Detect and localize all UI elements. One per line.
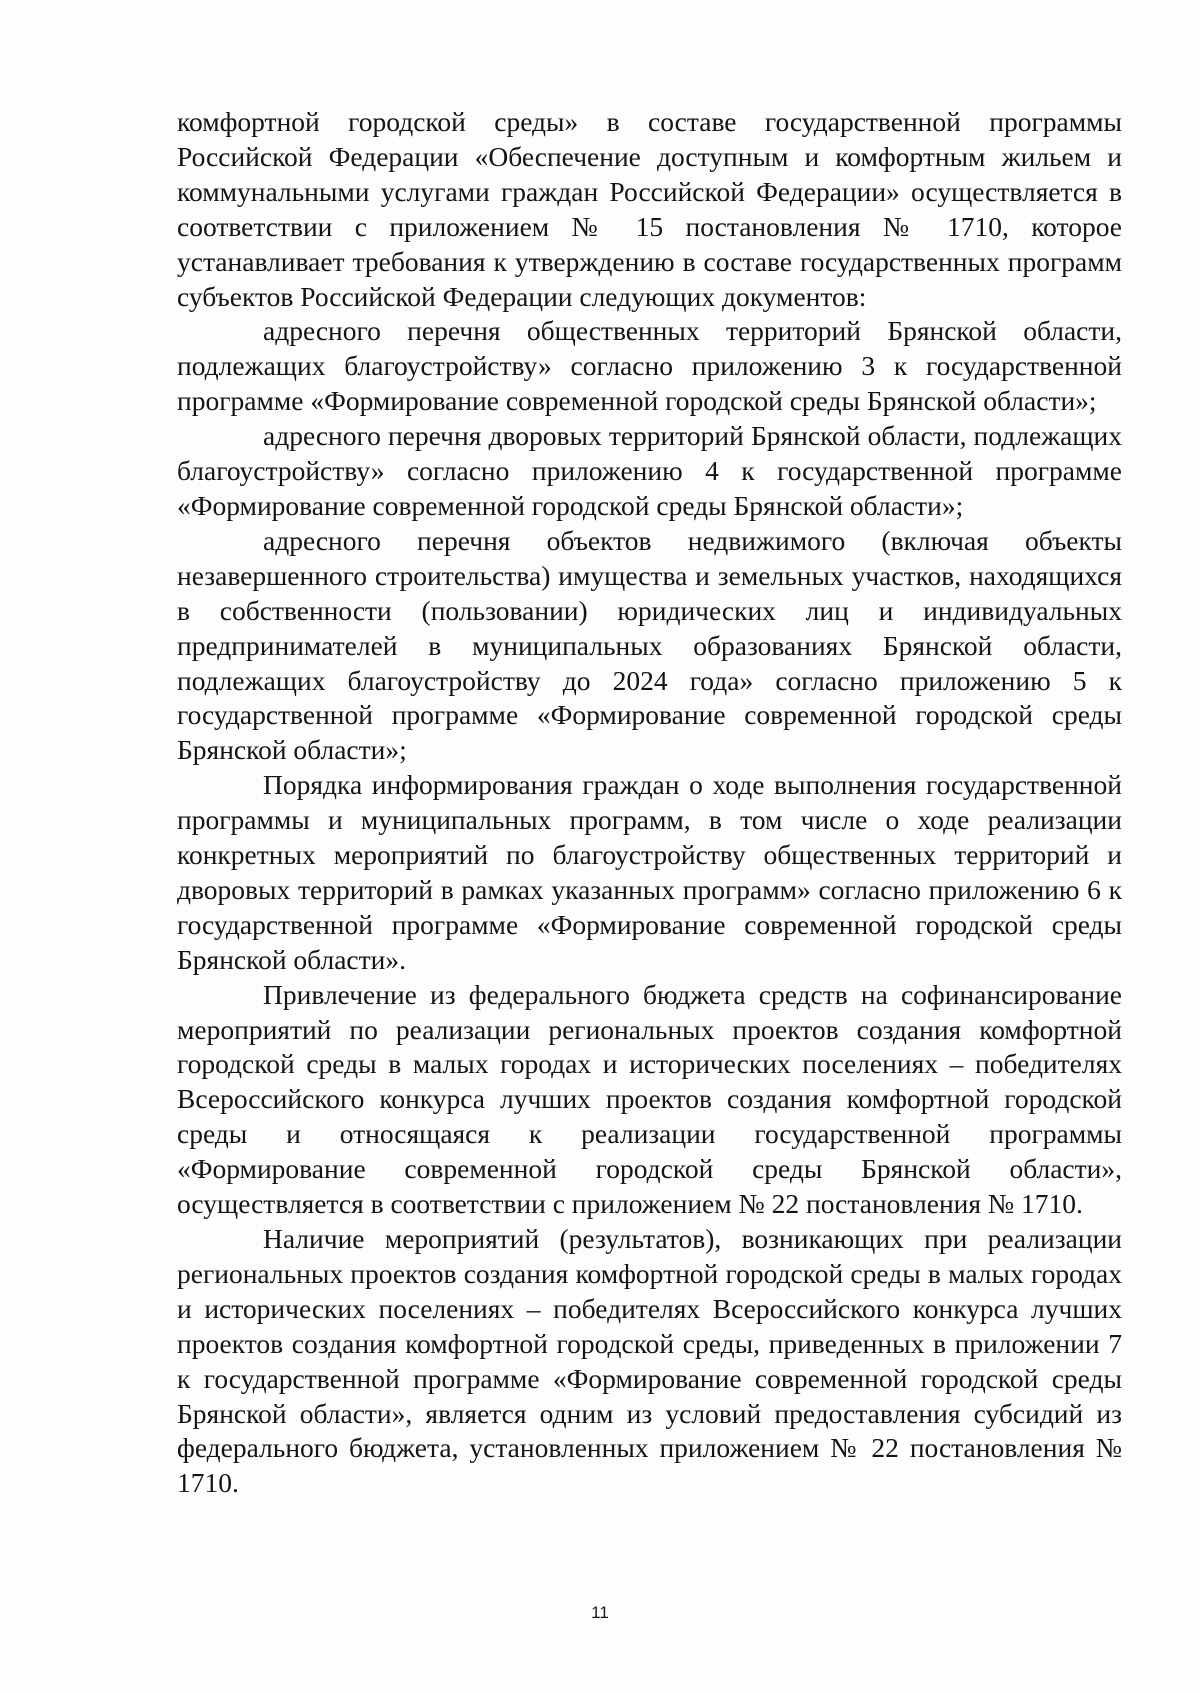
paragraph-yard-territories: адресного перечня дворовых территорий Брянской области, подлежащих благоустройству» согласно приложению 4 к государственной программе «Формирование современной городской среды Брянской области»; [177, 420, 1122, 521]
paragraph-subsidy-conditions: Наличие мероприятий (результатов), возникающих при реализации региональных проектов создания комфортной городской среды в малых городах и исторических поселениях – победителях Всероссийского конкурса лучших проектов создания комфортной городской среды, приведенных в приложении 7 к государственной программе «Формирование современной городской среды Брянской области», является одним из условий предоставления субсидий из федерального бюджета, установленных приложением № 22 постановления № 1710. [177, 1223, 1122, 1499]
paragraph-real-estate: адресного перечня объектов недвижимого (включая объекты незавершенного строительства) имущества и земельных участков, находящихся в собственности (пользовании) юридических лиц и индивидуальных предпринимателей в муниципальных образованиях Брянской области, подлежащих благоустройству до 2024 года» согласно приложению 5 к государственной программе «Формирование современной городской среды Брянской области»; [177, 524, 1122, 766]
page-number: 11 [591, 1603, 609, 1622]
paragraph-informing-procedure: Порядка информирования граждан о ходе выполнения государственной программы и муниципальных программ, в том числе о ходе реализации конкретных мероприятий по благоустройству общественных территорий и дворовых территорий в рамках указанных программ» согласно приложению 6 к государственной программе «Формирование современной городской среды Брянской области». [177, 769, 1122, 975]
paragraph-continuation: комфортной городской среды» в составе государственной программы Российской Федерации «Обеспечение доступным и комфортным жильем и коммунальными услугами граждан Российской Федерации» осуществляется в соответствии с приложением № 15 постановления № 1710, которое устанавливает требования к утверждению в составе государственных программ субъектов Российской Федерации следующих документов: [177, 106, 1122, 312]
paragraph-federal-funding: Привлечение из федерального бюджета средств на софинансирование мероприятий по реализации региональных проектов создания комфортной городской среды в малых городах и исторических поселениях – победителях Всероссийского конкурса лучших проектов создания комфортной городской среды и относящаяся к реализации государственной программы «Формирование современной городской среды Брянской области», осуществляется в соответствии с приложением № 22 постановления № 1710. [177, 978, 1122, 1220]
body-text [177, 105, 1122, 1501]
paragraph-public-territories: адресного перечня общественных территорий Брянской области, подлежащих благоустройству» согласно приложению 3 к государственной программе «Формирование современной городской среды Брянской области»; [177, 315, 1122, 417]
